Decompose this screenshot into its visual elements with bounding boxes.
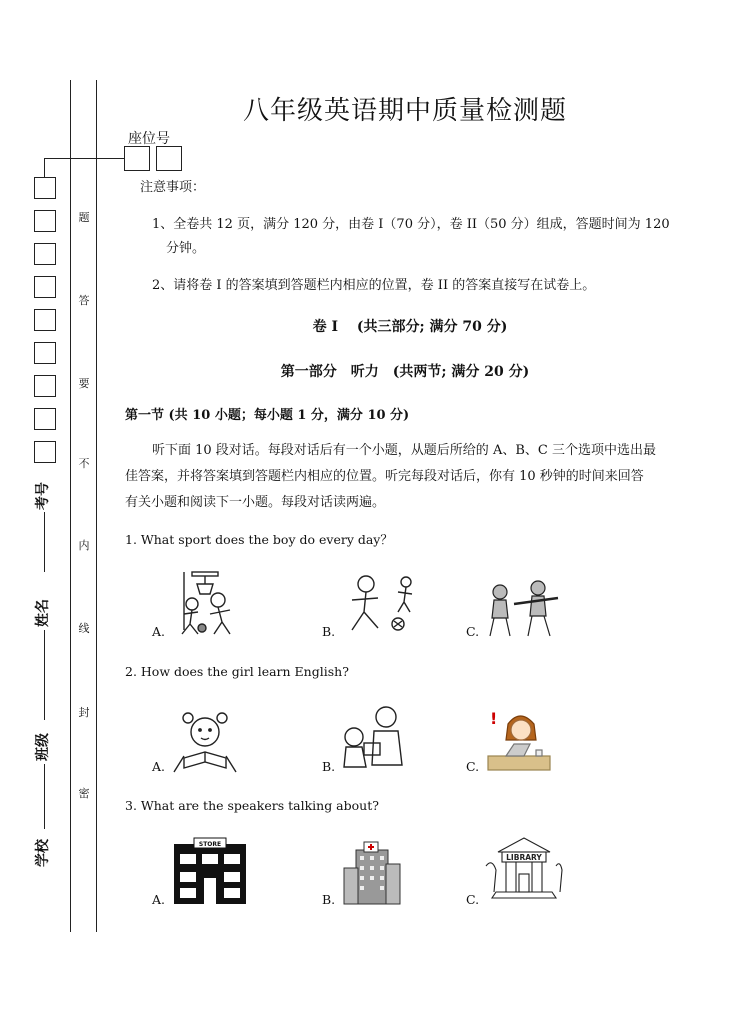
class-label: 班级	[35, 733, 51, 761]
exam-number-box[interactable]	[34, 243, 56, 265]
svg-text:!: !	[490, 709, 498, 728]
seal-char: 题	[78, 211, 90, 224]
exam-number-box[interactable]	[34, 276, 56, 298]
seal-char: 内	[78, 539, 90, 552]
seal-char: 密	[78, 787, 90, 800]
exam-number-box[interactable]	[34, 177, 56, 199]
girl-reading-picture	[172, 708, 238, 772]
volume-heading: 卷 I (共三部分; 满分 70 分)	[312, 319, 508, 335]
seal-char: 封	[78, 706, 90, 719]
hospital-building-picture	[344, 842, 400, 904]
library-sign: LIBRARY	[506, 853, 542, 862]
exam-number-box[interactable]	[34, 342, 56, 364]
class-line	[44, 764, 45, 829]
option-a[interactable]: A.	[152, 892, 166, 907]
exam-number-box[interactable]	[34, 309, 56, 331]
binding-line-inner	[96, 80, 97, 932]
option-b[interactable]: B.	[322, 624, 336, 639]
seal-char: 不	[78, 457, 90, 470]
notice-item: 1、全卷共 12 页，满分 120 分，由卷 I（70 分），卷 II（50 分）组成，答题时间为 120	[152, 217, 670, 232]
store-sign: STORE	[198, 841, 222, 848]
page-title: 八年级英语期中质量检测题	[242, 96, 567, 126]
section-heading: 第一节 (共 10 小题；每小题 1 分，满分 10 分)	[125, 408, 410, 423]
exam-number-box[interactable]	[34, 408, 56, 430]
exam-number-box[interactable]	[34, 441, 56, 463]
option-b[interactable]: B.	[322, 759, 336, 774]
exam-number-label: 考号	[35, 482, 51, 510]
soccer-players-picture	[338, 572, 418, 638]
store-building-picture	[174, 838, 246, 904]
option-c[interactable]: C.	[466, 759, 480, 774]
question-2: 2. How does the girl learn English?	[125, 664, 349, 679]
name-line	[44, 630, 45, 720]
basketball-players-picture	[170, 570, 250, 638]
name-label: 姓名	[35, 599, 51, 627]
exam-number-box[interactable]	[34, 375, 56, 397]
notice-label: 注意事项：	[140, 180, 206, 195]
option-b[interactable]: B.	[322, 892, 336, 907]
exam-number-line	[44, 512, 45, 572]
option-c[interactable]: C.	[466, 624, 480, 639]
question-1: 1. What sport does the boy do every day？	[125, 532, 393, 547]
instruction-line: 听下面 10 段对话。每段对话后有一个小题，从题后所给的 A、B、C 三个选项中选出最	[152, 443, 656, 458]
binding-line-outer	[70, 80, 71, 932]
option-a[interactable]: A.	[152, 624, 166, 639]
exam-number-box[interactable]	[34, 210, 56, 232]
seal-char: 要	[78, 377, 90, 390]
question-3: 3. What are the speakers talking about?	[125, 798, 379, 813]
seat-label: 座位号	[128, 131, 170, 147]
seat-box[interactable]	[124, 146, 150, 171]
option-a[interactable]: A.	[152, 759, 166, 774]
teacher-student-picture	[336, 703, 416, 773]
connector-line	[44, 158, 124, 159]
connector-line	[44, 158, 45, 177]
instruction-line: 有关小题和阅读下一小题。每段对话读两遍。	[125, 495, 386, 510]
seal-char: 线	[78, 622, 90, 635]
option-c[interactable]: C.	[466, 892, 480, 907]
baseball-players-picture	[484, 578, 564, 638]
instruction-line: 佳答案，并将答案填到答题栏内相应的位置。听完每段对话后，你有 10 秒钟的时间来回答	[125, 469, 644, 484]
notice-item: 2、请将卷 I 的答案填到答题栏内相应的位置，卷 II 的答案直接写在试卷上。	[152, 278, 596, 293]
seal-char: 答	[78, 294, 90, 307]
girl-computer-picture	[484, 706, 554, 770]
library-building-picture	[486, 836, 562, 904]
part-heading: 第一部分 听力 (共两节; 满分 20 分)	[280, 364, 530, 380]
seat-box[interactable]	[156, 146, 182, 171]
school-label: 学校	[35, 839, 51, 867]
notice-item: 分钟。	[166, 241, 206, 256]
